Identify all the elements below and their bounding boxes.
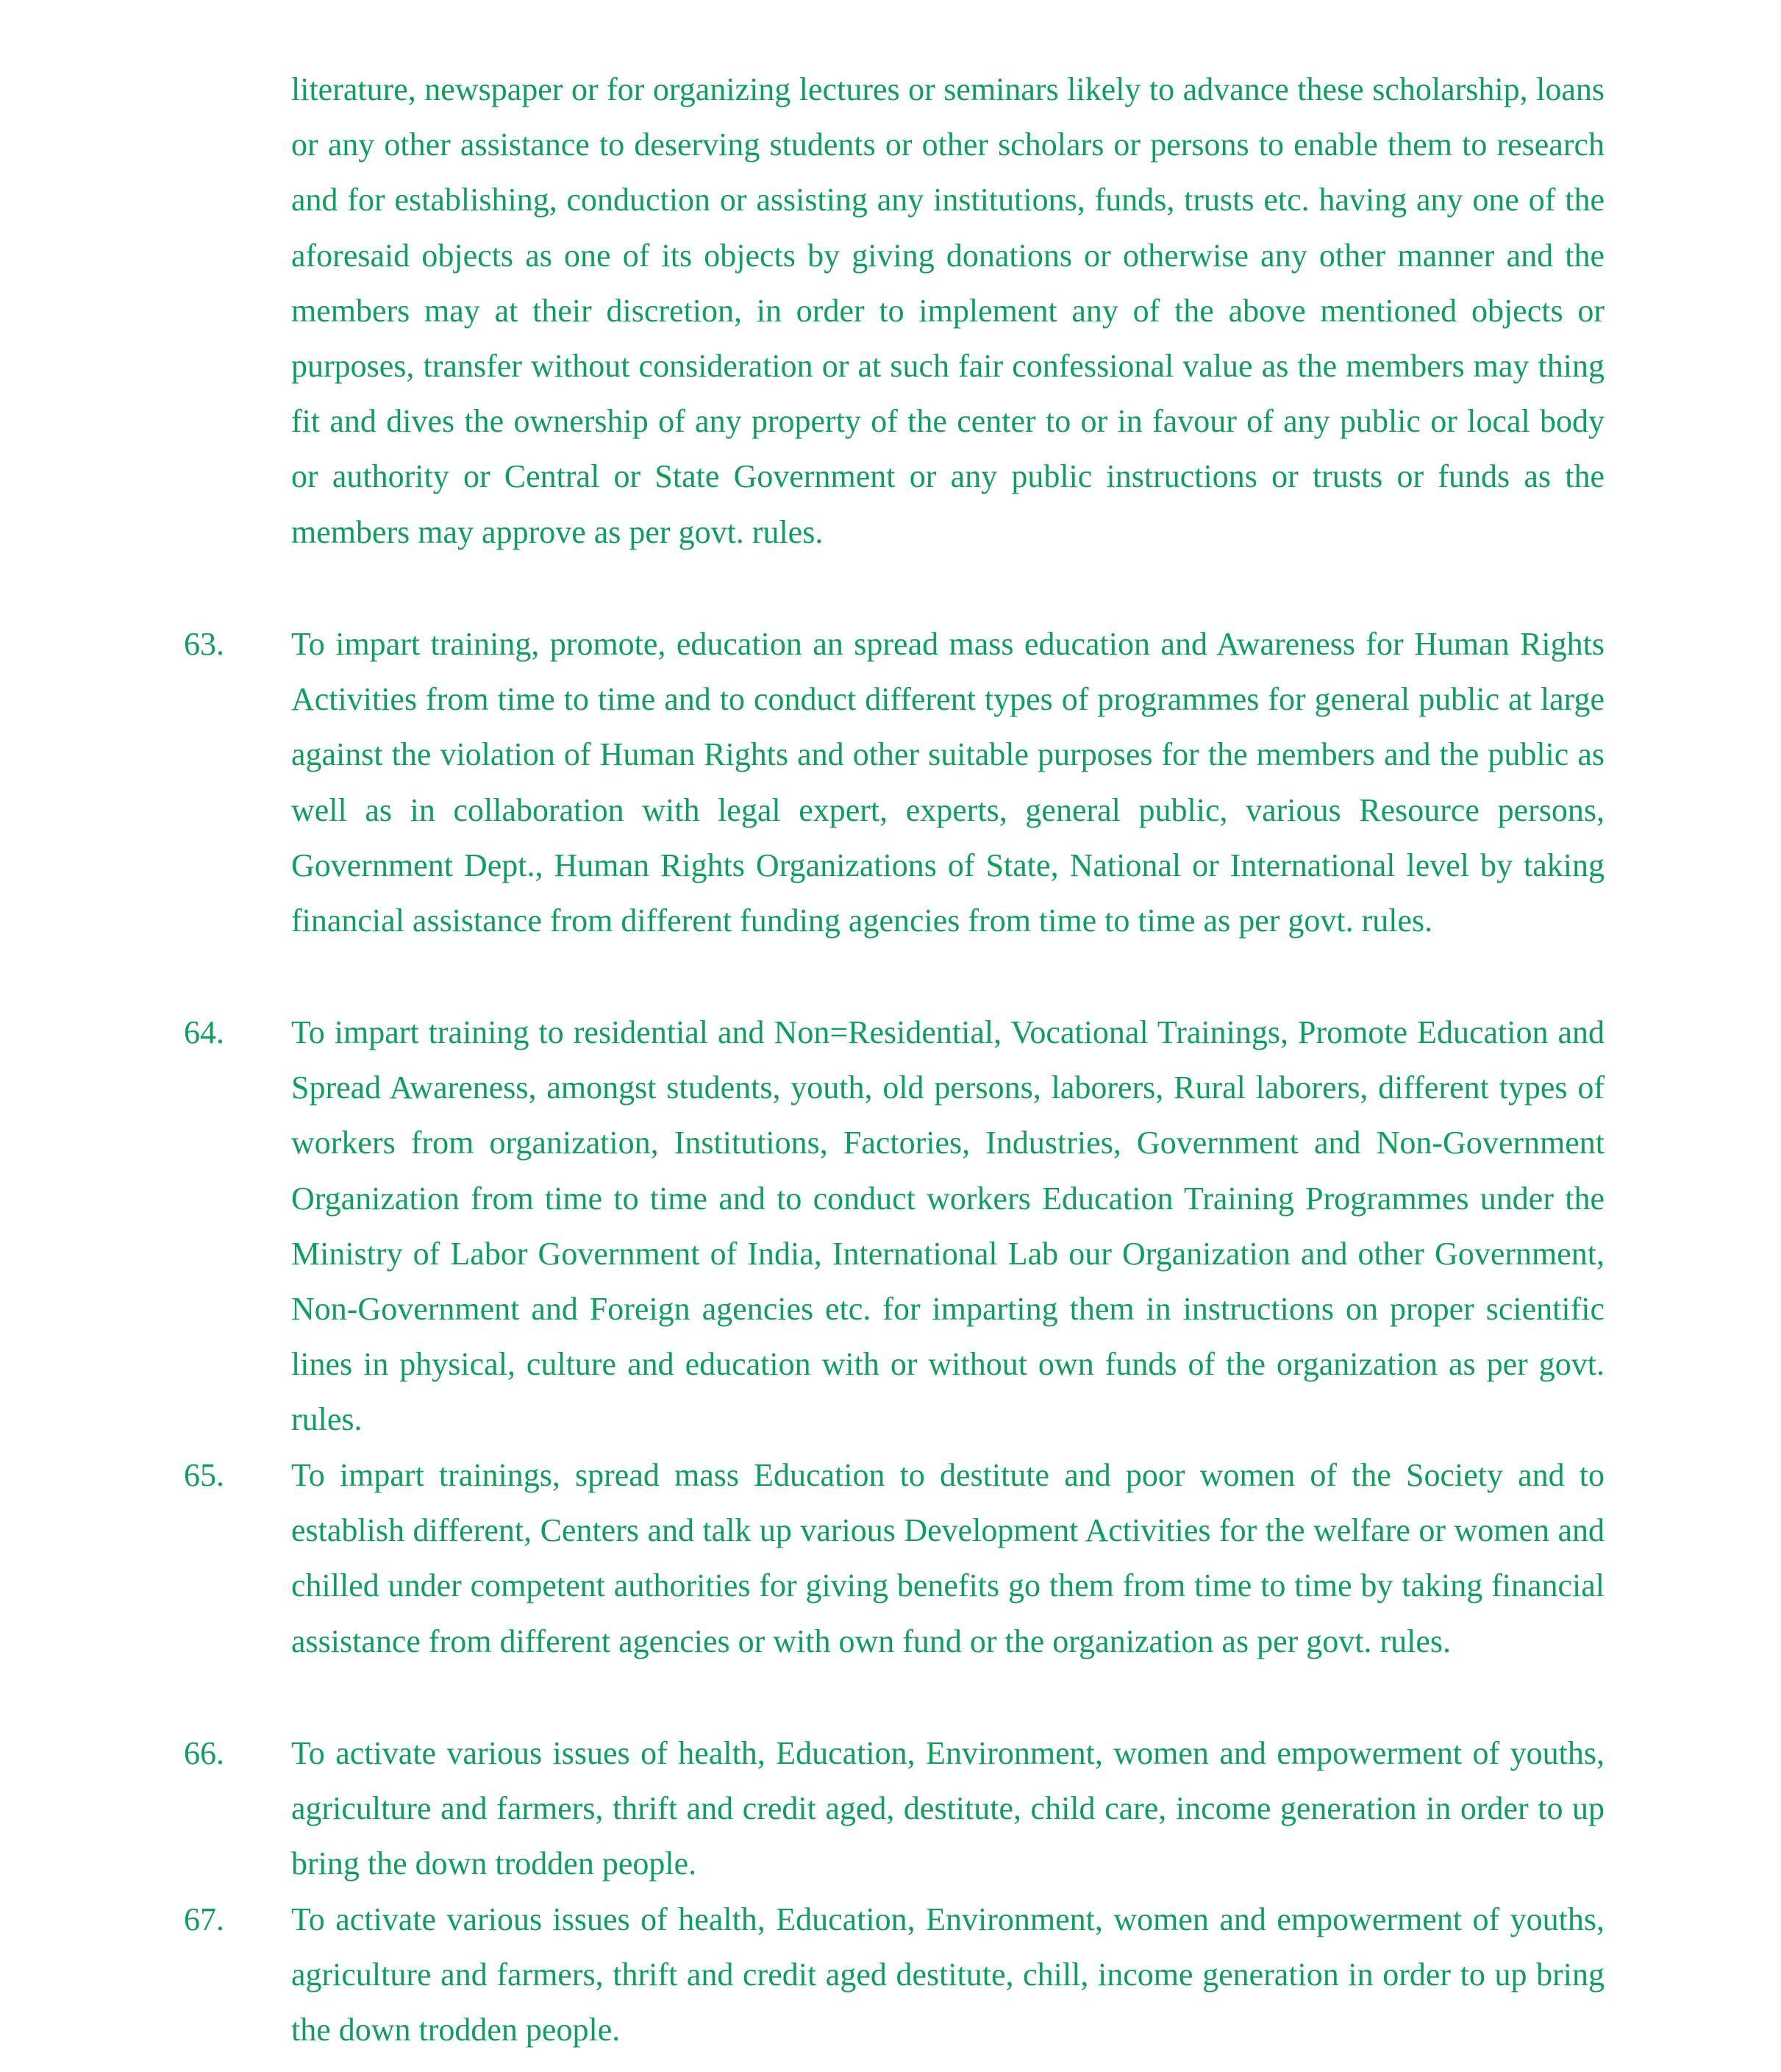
item-number: 65.: [184, 1457, 224, 1493]
item-text: To impart training, promote, education an spread mass education and Awareness for Human Rights Activities from time to time and to conduct different types of programmes for general public at large against the violation of Human Rights and other suitable purposes for the members and the public as well as in collaboration with legal expert, experts, general public, various Resource persons, Government Dept., Human Rights Organizations of State, National or International level by taking financial assistance from different funding agencies from time to time as per govt. rules.: [291, 626, 1605, 939]
item-number: 66.: [184, 1735, 224, 1771]
item-number: 67.: [184, 1901, 224, 1937]
item-text: To activate various issues of health, Education, Environment, women and empowerment of youths, agriculture and farmers, thrift and credit aged, destitute, child care, income generation in order to up bring the down trodden people.: [291, 1735, 1605, 1882]
item-number: 63.: [184, 626, 224, 662]
item-text: To impart training to residential and Non=Residential, Vocational Trainings, Promote Education and Spread Awareness, amongst students, youth, old persons, laborers, Rural laborers, different types of workers from organization, Institutions, Factories, Industries, Government and Non-Government Organization from time to time and to conduct workers Education Training Programmes under the Ministry of Labor Government of India, International Lab our Organization and other Government, Non-Government and Foreign agencies etc. for imparting them in instructions on proper scientific lines in physical, culture and education with or without own funds of the organization as per govt. rules.: [291, 1014, 1605, 1438]
list-item-65: [184, 1448, 1605, 1669]
list-item-64: [184, 1005, 1605, 1448]
lead-paragraph: literature, newspaper or for organizing lectures or seminars likely to advance these scholarship, loans or any other assistance to deserving students or other scholars or persons to enable them to research and for establishing, conduction or assisting any institutions, funds, trusts etc. having any one of the aforesaid objects as one of its objects by giving donations or otherwise any other manner and the members may at their discretion, in order to implement any of the above mentioned objects or purposes, transfer without consideration or at such fair confessional value as the members may thing fit and dives the ownership of any property of the center to or in favour of any public or local body or authority or Central or State Government or any public instructions or trusts or funds as the members may approve as per govt. rules.: [291, 71, 1605, 550]
list-item-67: [184, 1892, 1605, 2058]
list-item-66: [184, 1726, 1605, 1892]
list-item-63: [184, 616, 1605, 948]
item-text: To activate various issues of health, Education, Environment, women and empowerment of youths, agriculture and farmers, thrift and credit aged destitute, chill, income generation in order to up bring the down trodden people.: [291, 1901, 1605, 2048]
item-number: 64.: [184, 1014, 224, 1050]
item-text: To impart trainings, spread mass Education to destitute and poor women of the Society and to establish different, Centers and talk up various Development Activities for the welfare or women and chilled under competent authorities for giving benefits go them from time to time by taking financial assistance from different agencies or with own fund or the organization as per govt. rules.: [291, 1457, 1605, 1659]
